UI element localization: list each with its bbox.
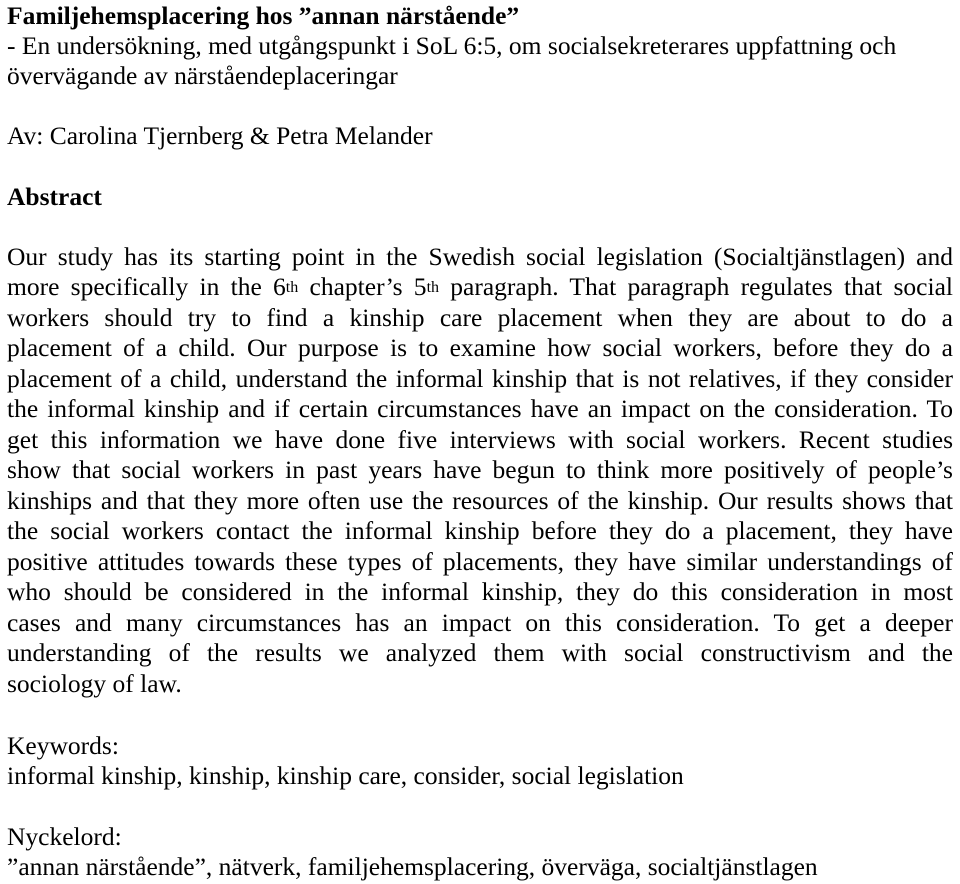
authors: Av: Carolina Tjernberg & Petra Melander xyxy=(7,121,433,150)
abstract-line-2 xyxy=(7,272,953,302)
abstract-line: workers should try to find a kinship care placement when they are about to do a xyxy=(7,303,953,332)
subtitle-line-1: - En undersökning, med utgångspunkt i SoL 6:5, om socialsekreterares uppfattning och xyxy=(7,31,897,60)
abstract-line: who should be considered in the informal kinship, they do this consideration in most xyxy=(7,577,953,606)
keywords-list: informal kinship, kinship, kinship care, consider, social legislation xyxy=(7,761,684,790)
abstract-line-2-part-a: more specifically in the 6 xyxy=(7,272,286,301)
abstract-heading: Abstract xyxy=(7,182,102,211)
abstract-line: kinships and that they more often use the resources of the kinship. Our results shows that xyxy=(7,486,953,515)
nyckelord-list: ”annan närstående”, nätverk, familjehemsplacering, överväga, socialtjänstlagen xyxy=(7,852,818,881)
abstract-line-last: sociology of law. xyxy=(7,669,182,698)
keywords-heading: Keywords: xyxy=(7,731,119,760)
abstract-line-2-part-b: chapter’s 5 xyxy=(298,272,427,301)
abstract-line: placement of a child, understand the informal kinship that is not relatives, if they consider xyxy=(7,364,953,393)
abstract-line: cases and many circumstances has an impact on this consideration. To get a deeper xyxy=(7,608,953,637)
superscript-th-2: th xyxy=(426,279,440,296)
subtitle-line-2: övervägande av närståendeplaceringar xyxy=(7,61,398,90)
abstract-line-2-part-c: paragraph. That paragraph regulates that social xyxy=(439,272,953,301)
abstract-line: show that social workers in past years have begun to think more positively of people’s xyxy=(7,455,953,484)
abstract-line: positive attitudes towards these types of placements, they have similar understandings of xyxy=(7,547,953,576)
nyckelord-heading: Nyckelord: xyxy=(7,822,122,851)
abstract-line: the informal kinship and if certain circumstances have an impact on the consideration. To xyxy=(7,394,953,423)
abstract-line: understanding of the results we analyzed them with social constructivism and the xyxy=(7,638,953,667)
document-title: Familjehemsplacering hos ”annan närstående” xyxy=(7,1,520,30)
superscript-th-1: th xyxy=(285,279,299,296)
abstract-line: placement of a child. Our purpose is to examine how social workers, before they do a xyxy=(7,333,953,362)
abstract-line: get this information we have done five interviews with social workers. Recent studies xyxy=(7,425,953,454)
abstract-line-1: Our study has its starting point in the Swedish social legislation (Socialtjänstlagen) and xyxy=(7,242,953,271)
abstract-line: the social workers contact the informal kinship before they do a placement, they have xyxy=(7,516,953,545)
